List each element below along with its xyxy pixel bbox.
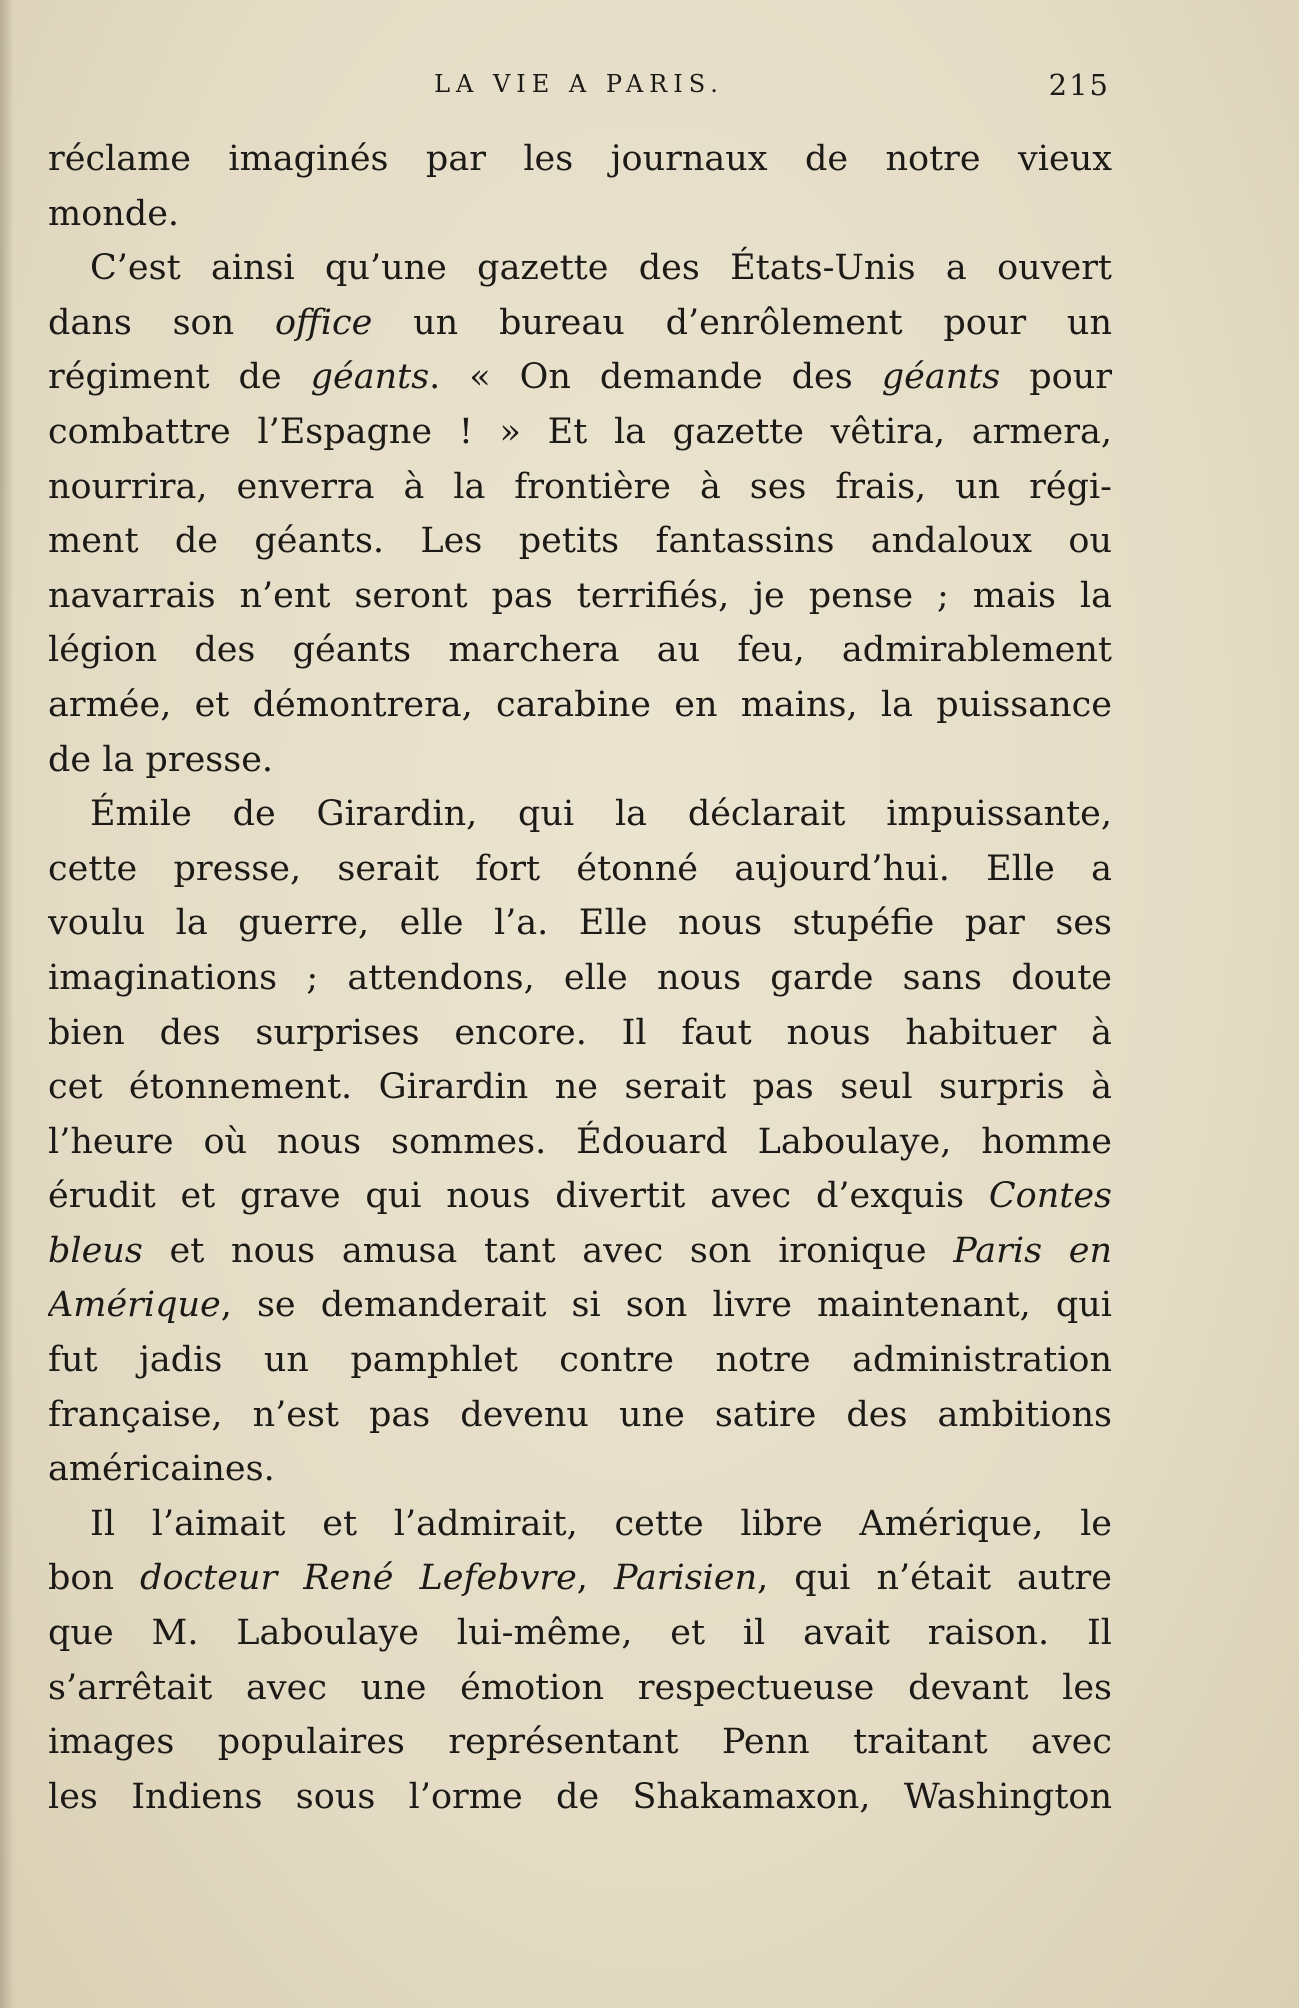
italic-run: géants xyxy=(881,357,1001,398)
text-line: légion des géants marchera au feu, admirablement xyxy=(48,630,1112,671)
page-edge-shadow xyxy=(0,0,14,2008)
text-line: s’arrêtait avec une émotion respectueuse devant les xyxy=(48,1667,1112,1708)
text-run: . « On demande des xyxy=(429,357,882,398)
text-run: régiment de xyxy=(48,357,311,398)
text-line: nourrira, enverra à la frontière à ses frais, un régi- xyxy=(48,466,1112,507)
text-line: française, n’est pas devenu une satire des ambitions xyxy=(48,1394,1112,1435)
text-line: réclame imaginés par les journaux de notre vieux xyxy=(48,139,1112,179)
text-line: américaines. xyxy=(48,1449,275,1490)
italic-run: Contes xyxy=(988,1176,1112,1217)
italic-run: bleus xyxy=(48,1230,143,1271)
text-line xyxy=(48,1224,1112,1279)
italic-run: docteur René Lefebvre xyxy=(140,1558,577,1599)
italic-run: Parisien xyxy=(613,1558,758,1599)
italic-run: Paris en xyxy=(953,1230,1112,1271)
text-line: armée, et démontrera, carabine en mains, la puissance xyxy=(48,684,1112,725)
paragraph-start-line: Il l’aimait et l’admirait, cette libre Amérique, le xyxy=(90,1503,1112,1544)
text-line xyxy=(48,350,1112,405)
text-line: monde. xyxy=(48,193,180,234)
text-line: imaginations ; attendons, elle nous garde sans doute xyxy=(48,957,1112,998)
text-line: l’heure où nous sommes. Édouard Laboulaye, homme xyxy=(48,1121,1112,1162)
body-text xyxy=(48,132,1112,1824)
text-run: bon xyxy=(48,1558,141,1599)
text-run: , se demanderait si son livre maintenant, qui xyxy=(220,1285,1112,1326)
text-run: et nous amusa tant avec son ironique xyxy=(142,1230,954,1271)
text-line xyxy=(48,1551,1112,1606)
text-line: fut jadis un pamphlet contre notre administration xyxy=(48,1340,1112,1381)
running-title: LA VIE A PARIS. xyxy=(434,70,724,98)
italic-run: Amérique xyxy=(48,1285,221,1326)
page-number: 215 xyxy=(1048,68,1110,102)
italic-run: office xyxy=(274,302,373,343)
text-line: ment de géants. Les petits fantassins andaloux ou xyxy=(48,521,1112,562)
text-run: , xyxy=(576,1558,614,1599)
text-line: cette presse, serait fort étonné aujourd’hui. Elle a xyxy=(48,848,1112,889)
text-line: navarrais n’ent seront pas terrifiés, je pense ; mais la xyxy=(48,575,1112,616)
text-run: pour xyxy=(1000,357,1112,398)
text-line xyxy=(48,1169,1112,1224)
text-run: , qui n’était autre xyxy=(757,1558,1112,1599)
text-line xyxy=(48,296,1112,351)
text-line: de la presse. xyxy=(48,739,274,780)
paragraph-start-line: C’est ainsi qu’une gazette des États-Unis a ouvert xyxy=(90,248,1112,289)
italic-run: géants xyxy=(310,357,430,398)
text-line: bien des surprises encore. Il faut nous habituer à xyxy=(48,1012,1112,1053)
text-line: images populaires représentant Penn traitant avec xyxy=(48,1722,1112,1763)
paragraph-start-line: Émile de Girardin, qui la déclarait impuissante, xyxy=(90,794,1112,835)
text-line: cet étonnement. Girardin ne serait pas seul surpris à xyxy=(48,1067,1112,1108)
text-line: que M. Laboulaye lui-même, et il avait raison. Il xyxy=(48,1613,1112,1654)
text-line: les Indiens sous l’orme de Shakamaxon, Washington xyxy=(48,1776,1112,1817)
text-line xyxy=(48,1278,1112,1333)
text-run: dans son xyxy=(48,302,275,343)
text-line: voulu la guerre, elle l’a. Elle nous stupéfie par ses xyxy=(48,903,1112,944)
text-line: combattre l’Espagne ! » Et la gazette vêtira, armera, xyxy=(48,411,1112,452)
text-run: un bureau d’enrôlement pour un xyxy=(372,302,1112,343)
page-header xyxy=(48,66,1110,106)
text-run: érudit et grave qui nous divertit avec d’exquis xyxy=(48,1176,989,1217)
